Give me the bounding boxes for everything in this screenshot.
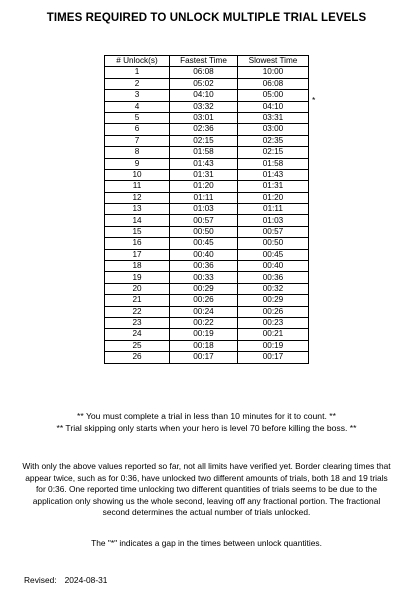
cell-fastest-time: 00:57 [170,215,238,226]
cell-unlocks: 9 [105,158,170,169]
cell-fastest-time: 01:20 [170,181,238,192]
cell-unlocks: 2 [105,78,170,89]
cell-unlocks: 10 [105,169,170,180]
cell-slowest-time: 00:29 [238,295,309,306]
cell-unlocks: 26 [105,352,170,363]
cell-slowest-time: 01:43 [238,169,309,180]
cell-slowest-time: 05:00 [238,90,309,101]
table-header-row [105,56,309,67]
table-row [105,124,309,135]
note-line: ** Trial skipping only starts when your hero is level 70 before killing the boss. ** [56,423,357,433]
gap-marker-note: The "*" indicates a gap in the times between unlock quantities. [91,538,322,548]
cell-slowest-time: 06:08 [238,78,309,89]
cell-unlocks: 21 [105,295,170,306]
cell-slowest-time: 01:03 [238,215,309,226]
cell-fastest-time: 03:01 [170,112,238,123]
unlock-times-table [104,55,309,364]
table-row [105,272,309,283]
revised-line [24,575,107,585]
cell-unlocks: 25 [105,340,170,351]
cell-fastest-time: 00:45 [170,238,238,249]
cell-fastest-time: 04:10 [170,90,238,101]
cell-fastest-time: 05:02 [170,78,238,89]
table-row [105,295,309,306]
table-row [105,226,309,237]
cell-slowest-time: 01:58 [238,158,309,169]
cell-fastest-time: 01:31 [170,169,238,180]
cell-slowest-time: 03:31 [238,112,309,123]
table-row [105,135,309,146]
cell-fastest-time: 02:15 [170,135,238,146]
table-row [105,192,309,203]
table-row [105,215,309,226]
table-body [105,67,309,363]
table-row [105,238,309,249]
cell-slowest-time: 10:00 [238,67,309,78]
cell-unlocks: 19 [105,272,170,283]
cell-fastest-time: 00:22 [170,317,238,328]
cell-slowest-time: 00:32 [238,283,309,294]
table-row [105,90,309,101]
cell-slowest-time: 02:15 [238,147,309,158]
cell-fastest-time: 00:24 [170,306,238,317]
table-row [105,352,309,363]
cell-unlocks: 1 [105,67,170,78]
cell-unlocks: 4 [105,101,170,112]
cell-unlocks: 22 [105,306,170,317]
table-row [105,158,309,169]
cell-fastest-time: 01:11 [170,192,238,203]
cell-fastest-time: 01:03 [170,204,238,215]
cell-unlocks: 17 [105,249,170,260]
cell-unlocks: 12 [105,192,170,203]
cell-slowest-time: 00:45 [238,249,309,260]
cell-slowest-time: 00:21 [238,329,309,340]
table-row [105,261,309,272]
cell-unlocks: 18 [105,261,170,272]
cell-slowest-time: 00:40 [238,261,309,272]
cell-unlocks: 13 [105,204,170,215]
table-row [105,78,309,89]
cell-fastest-time: 00:40 [170,249,238,260]
cell-unlocks: 11 [105,181,170,192]
cell-fastest-time: 00:50 [170,226,238,237]
table-row [105,181,309,192]
cell-fastest-time: 00:18 [170,340,238,351]
header-slowest-time: Slowest Time [238,56,309,67]
cell-fastest-time: 00:26 [170,295,238,306]
table-row [105,204,309,215]
header-unlocks: # Unlock(s) [105,56,170,67]
header-fastest-time: Fastest Time [170,56,238,67]
unlock-times-table-container [104,55,309,364]
cell-fastest-time: 00:17 [170,352,238,363]
cell-slowest-time: 00:57 [238,226,309,237]
cell-unlocks: 5 [105,112,170,123]
cell-unlocks: 6 [105,124,170,135]
cell-fastest-time: 01:43 [170,158,238,169]
cell-unlocks: 23 [105,317,170,328]
table-row [105,306,309,317]
cell-fastest-time: 00:33 [170,272,238,283]
requirement-notes [0,410,413,434]
cell-slowest-time: 00:50 [238,238,309,249]
table-row [105,101,309,112]
revised-label: Revised: [24,575,57,585]
cell-fastest-time: 01:58 [170,147,238,158]
table-row [105,112,309,123]
cell-fastest-time: 00:19 [170,329,238,340]
cell-fastest-time: 00:36 [170,261,238,272]
cell-slowest-time: 00:36 [238,272,309,283]
cell-fastest-time: 06:08 [170,67,238,78]
cell-slowest-time: 00:23 [238,317,309,328]
cell-slowest-time: 03:00 [238,124,309,135]
cell-slowest-time: 02:35 [238,135,309,146]
cell-unlocks: 14 [105,215,170,226]
cell-fastest-time: 00:29 [170,283,238,294]
note-line: ** You must complete a trial in less than 10 minutes for it to count. ** [77,411,336,421]
table-row [105,249,309,260]
cell-fastest-time: 02:36 [170,124,238,135]
table-row [105,317,309,328]
cell-unlocks: 15 [105,226,170,237]
revised-date: 2024-08-31 [64,575,108,585]
document-title: TIMES REQUIRED TO UNLOCK MULTIPLE TRIAL LEVELS [46,12,367,24]
cell-slowest-time: 00:17 [238,352,309,363]
table-row [105,147,309,158]
explanation-paragraph: With only the above values reported so far, not all limits have verified yet. Border clearing times that appear twice, such as for 0:36, have unlocked two different amounts of trials, both 18 and 19 trials for 0:36. One reported time unlocking two different quantities of trials seems to be due to the application only showing us the whole second, leaving off any fractional portion. The fractional second determines the actual number of trials unlocked. [22,461,391,518]
cell-unlocks: 24 [105,329,170,340]
cell-unlocks: 16 [105,238,170,249]
cell-fastest-time: 03:32 [170,101,238,112]
table-row [105,329,309,340]
cell-unlocks: 20 [105,283,170,294]
cell-slowest-time: 01:31 [238,181,309,192]
table-row [105,283,309,294]
cell-slowest-time: 00:26 [238,306,309,317]
gap-marker: * [312,95,316,105]
cell-slowest-time: 01:20 [238,192,309,203]
table-row [105,169,309,180]
table-row [105,340,309,351]
cell-unlocks: 7 [105,135,170,146]
cell-unlocks: 3 [105,90,170,101]
table-row [105,67,309,78]
cell-slowest-time: 01:11 [238,204,309,215]
cell-slowest-time: 00:19 [238,340,309,351]
cell-slowest-time: 04:10 [238,101,309,112]
cell-unlocks: 8 [105,147,170,158]
